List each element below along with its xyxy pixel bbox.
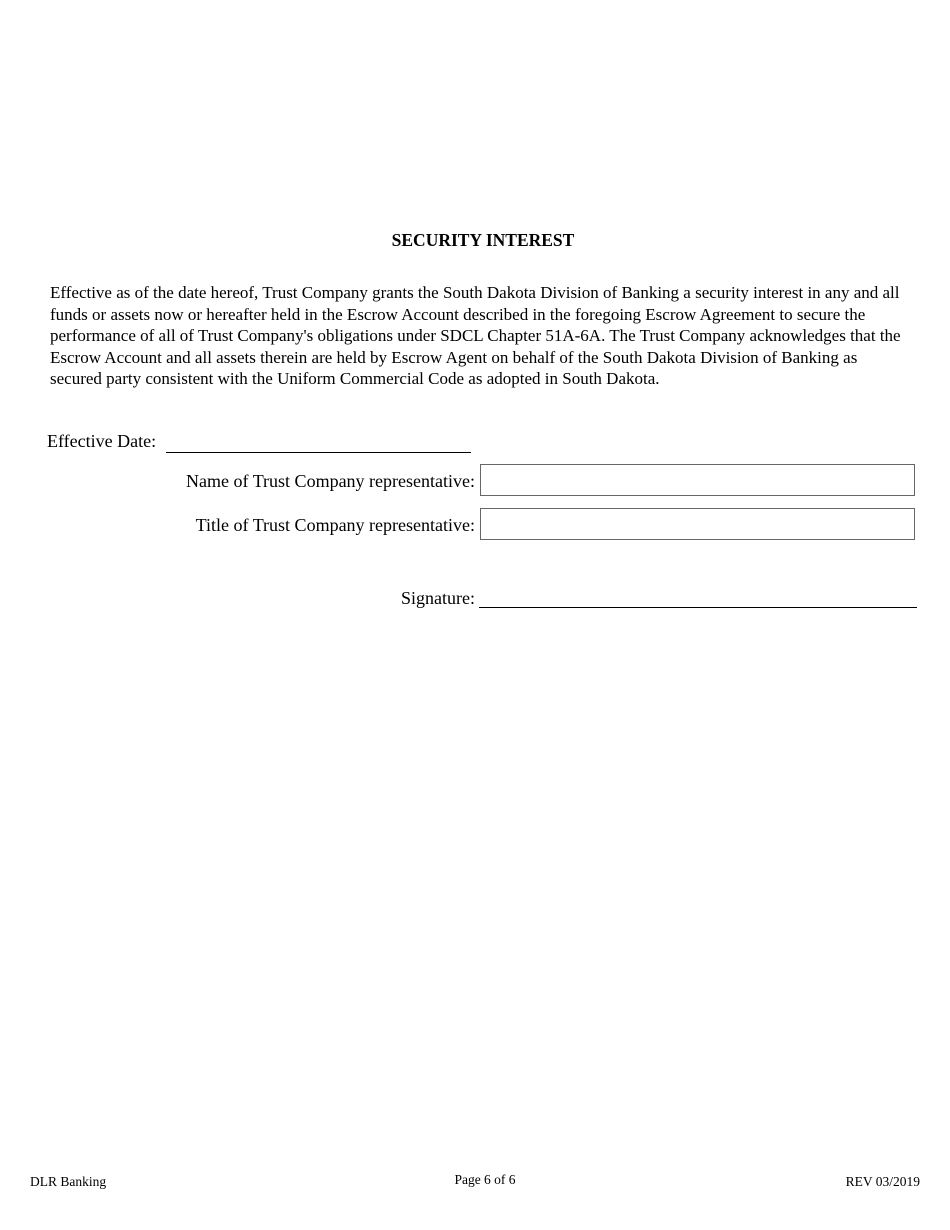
footer-page-number: Page 6 of 6 [454, 1172, 516, 1187]
rep-title-label: Title of Trust Company representative: [195, 515, 475, 535]
rep-name-field[interactable] [480, 464, 915, 496]
signature-line[interactable] [479, 607, 917, 608]
effective-date-line[interactable] [166, 452, 471, 453]
security-interest-paragraph: Effective as of the date hereof, Trust Company grants the South Dakota Division of Banking a security interest in any and all funds or assets now or hereafter held in the Escrow Account described in the foregoing Escrow Agreement to secure the performance of all of Trust Company's obligations under SDCL Chapter 51A-6A. The Trust Company acknowledges that the Escrow Account and all assets therein are held by Escrow Agent on behalf of the South Dakota Division of Banking as secured party consistent with the Uniform Commercial Code as adopted in South Dakota. [50, 283, 901, 388]
effective-date-label: Effective Date: [47, 431, 157, 451]
footer-department: DLR Banking [30, 1174, 107, 1189]
section-heading: SECURITY INTEREST [391, 230, 575, 250]
signature-label: Signature: [401, 588, 475, 608]
rep-name-label: Name of Trust Company representative: [186, 471, 475, 491]
footer-revision: REV 03/2019 [845, 1174, 920, 1189]
rep-title-field[interactable] [480, 508, 915, 540]
